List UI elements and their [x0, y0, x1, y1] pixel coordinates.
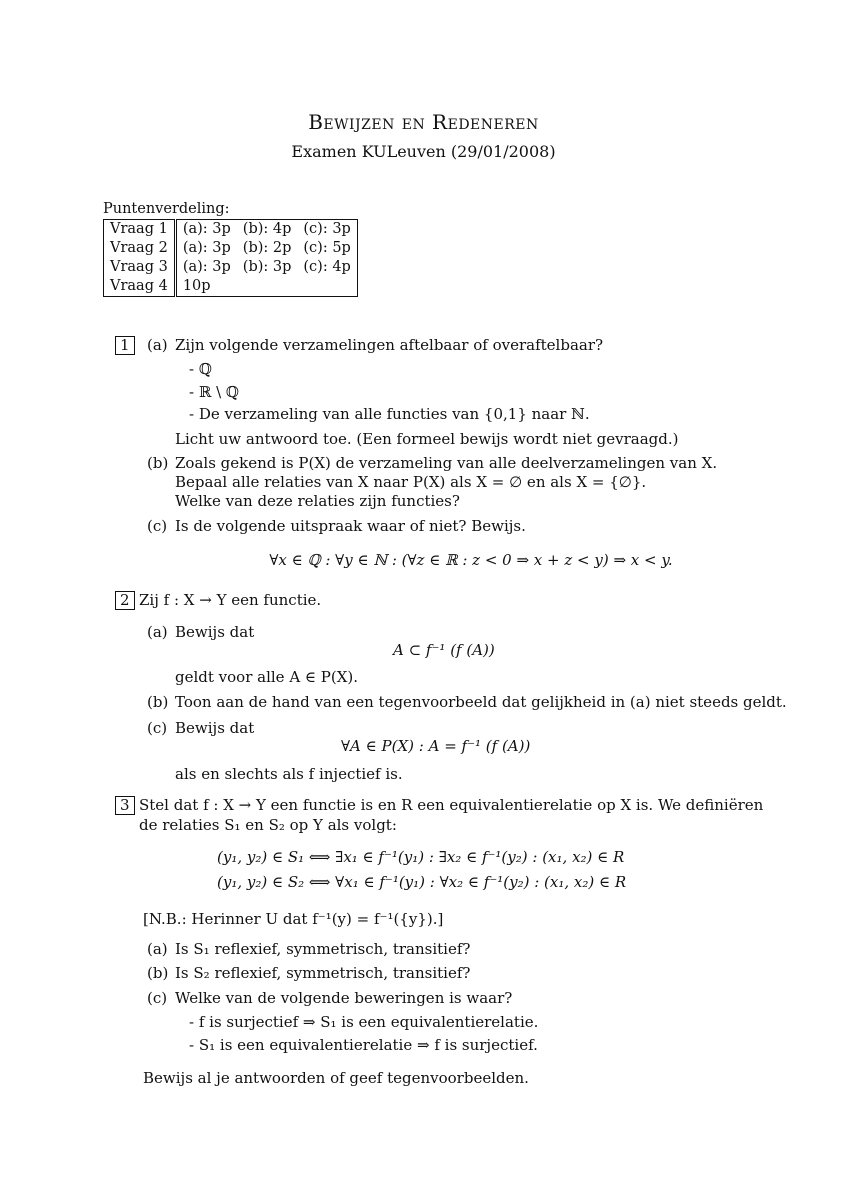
q3-c-item: - f is surjectief ⇒ S₁ is een equivalentierelatie.: [189, 1013, 539, 1031]
points-a: (a): 3p: [182, 240, 231, 256]
q3-intro-2: de relaties S₁ en S₂ op Y als volgt:: [139, 816, 397, 834]
question-2-number: 2: [115, 591, 135, 610]
q1-a-item: - ℚ: [189, 360, 212, 378]
q1-c-text: Is de volgende uitspraak waar of niet? Bewijs.: [175, 517, 526, 535]
q3-intro-1: Stel dat f : X → Y een functie is en R een equivalentierelatie op X is. We definiëren: [139, 796, 764, 814]
q1-b-line: Zoals gekend is P(X) de verzameling van alle deelverzamelingen van X.: [175, 454, 718, 472]
q3-definition-s1: (y₁, y₂) ∈ S₁ ⟺ ∃x₁ ∈ f⁻¹(y₁) : ∃x₂ ∈ f⁻¹(y₂) : (x₁, x₂) ∈ R: [217, 848, 625, 866]
q1-b-line: Welke van deze relaties zijn functies?: [175, 492, 460, 510]
points-row: [104, 239, 358, 258]
points-row: [104, 258, 358, 277]
q3-a-text: Is S₁ reflexief, symmetrisch, transitief?: [175, 940, 471, 958]
points-table: [103, 219, 358, 297]
q2-a-after: geldt voor alle A ∈ P(X).: [175, 668, 359, 686]
q1-a-item: - De verzameling van alle functies van {0,1} naar ℕ.: [189, 405, 590, 423]
points-c: (c): 4p: [303, 259, 351, 275]
points-a: (a): 3p: [182, 259, 231, 275]
q3-c-item: - S₁ is een equivalentierelatie ⇒ f is surjectief.: [189, 1036, 538, 1054]
q1-a-text: Zijn volgende verzamelingen aftelbaar of overaftelbaar?: [175, 336, 604, 354]
points-question: Vraag 4: [104, 277, 176, 297]
points-c: (c): 5p: [303, 240, 351, 256]
q2-b-text: Toon aan de hand van een tegenvoorbeeld dat gelijkheid in (a) niet steeds geldt.: [175, 693, 787, 711]
q2-c-label: (c): [147, 719, 168, 737]
points-question: Vraag 2: [104, 239, 176, 258]
points-b: (b): 4p: [242, 221, 292, 237]
points-c: [297, 277, 357, 297]
points-table-wrap: [103, 219, 358, 297]
points-a: (a): 3p: [182, 221, 231, 237]
q2-c-after: als en slechts als f injectief is.: [175, 765, 403, 783]
points-b: (b): 3p: [242, 259, 292, 275]
q1-b-line: Bepaal alle relaties van X naar P(X) als X = ∅ en als X = {∅}.: [175, 473, 647, 491]
points-row: [104, 277, 358, 297]
q1-a-note: Licht uw antwoord toe. (Een formeel bewijs wordt niet gevraagd.): [175, 430, 679, 448]
q3-b-label: (b): [147, 964, 169, 982]
points-question: Vraag 1: [104, 220, 176, 240]
q1-c-formula: ∀x ∈ ℚ : ∀y ∈ ℕ : (∀z ∈ ℝ : z < 0 ⇒ x + z < y) ⇒ x < y.: [269, 551, 673, 569]
points-b: (b): 2p: [242, 240, 292, 256]
q2-a-formula: A ⊂ f⁻¹ (f (A)): [393, 641, 495, 659]
points-question: Vraag 3: [104, 258, 176, 277]
question-3-number: 3: [115, 796, 135, 815]
q1-a-label: (a): [147, 336, 168, 354]
q2-c-text: Bewijs dat: [175, 719, 255, 737]
page-subtitle: Examen KULeuven (29/01/2008): [291, 142, 556, 161]
q3-definition-s2: (y₁, y₂) ∈ S₂ ⟺ ∀x₁ ∈ f⁻¹(y₁) : ∀x₂ ∈ f⁻¹(y₂) : (x₁, x₂) ∈ R: [217, 873, 627, 891]
q3-note: [N.B.: Herinner U dat f⁻¹(y) = f⁻¹({y}).]: [143, 910, 444, 928]
q3-c-label: (c): [147, 989, 168, 1007]
q1-a-item: - ℝ \ ℚ: [189, 383, 239, 401]
question-1-number: 1: [115, 336, 135, 355]
q2-intro: Zij f : X → Y een functie.: [139, 591, 322, 609]
q3-closing: Bewijs al je antwoorden of geef tegenvoorbeelden.: [143, 1069, 529, 1087]
points-b: [237, 277, 298, 297]
q3-b-text: Is S₂ reflexief, symmetrisch, transitief?: [175, 964, 471, 982]
q2-a-text: Bewijs dat: [175, 623, 255, 641]
q3-c-text: Welke van de volgende beweringen is waar?: [175, 989, 513, 1007]
q3-a-label: (a): [147, 940, 168, 958]
points-c: (c): 3p: [303, 221, 351, 237]
page-title: Bewijzen en Redeneren: [308, 110, 539, 134]
q1-b-label: (b): [147, 454, 169, 472]
points-a: 10p: [182, 278, 211, 294]
points-row: [104, 220, 358, 240]
q1-c-label: (c): [147, 517, 168, 535]
q2-b-label: (b): [147, 693, 169, 711]
q2-a-label: (a): [147, 623, 168, 641]
q2-c-formula: ∀A ∈ P(X) : A = f⁻¹ (f (A)): [341, 737, 531, 755]
points-heading: Puntenverdeling:: [103, 201, 230, 217]
